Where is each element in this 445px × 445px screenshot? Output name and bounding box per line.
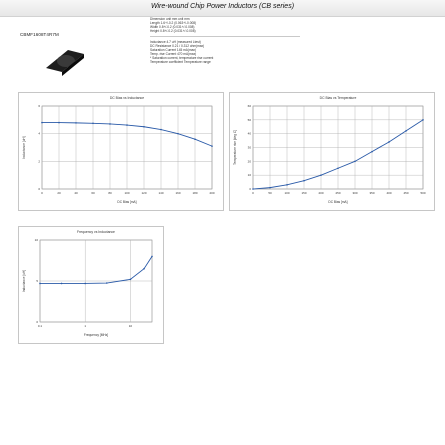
x-tick-label: 500	[420, 191, 426, 195]
chart-dc-bias-temperature	[229, 92, 433, 209]
electrical-spec-table	[150, 40, 320, 64]
x-tick-label: 200	[318, 191, 324, 195]
data-point	[177, 133, 179, 135]
x-tick-label: 50	[268, 191, 272, 195]
spec-row: * Saturation current, temperature rise current	[150, 56, 214, 60]
x-tick-label: 120	[141, 191, 147, 195]
dimension-row: Length 1.6+/-0.2 (0.063+/-0.008)	[150, 21, 197, 25]
x-axis-label: DC Bias [mA]	[328, 200, 348, 204]
data-point	[130, 279, 132, 281]
part-number: CBMF1608T4R7M	[20, 32, 59, 37]
spec-row: DC Resistance 0.21 / 0.312 ohm(max)	[150, 44, 205, 48]
x-tick-label: 40	[74, 191, 78, 195]
x-tick-label: 10	[128, 324, 133, 328]
inductor-image	[42, 46, 88, 76]
data-point	[194, 138, 196, 140]
x-tick-label: 1	[84, 324, 87, 328]
y-tick-label: 0	[36, 320, 38, 324]
y-tick-label: 30	[247, 145, 251, 150]
x-tick-label: 140	[158, 191, 164, 195]
x-axis-label: Frequency [MHz]	[83, 333, 109, 337]
spec-divider	[150, 36, 300, 37]
x-tick-label: 0.1	[37, 324, 43, 328]
chart-title: Frequency vs Inductance	[77, 230, 115, 234]
data-point	[320, 174, 322, 176]
data-point	[143, 268, 145, 270]
y-axis-label: Inductance [uH]	[22, 269, 26, 293]
y-tick-label: 0	[249, 187, 251, 191]
data-point	[160, 129, 162, 131]
y-tick-label: 50	[247, 117, 251, 122]
data-point	[286, 184, 288, 186]
x-tick-label: 200	[209, 191, 215, 195]
x-tick-label: 60	[91, 191, 95, 195]
data-point	[109, 123, 111, 125]
spec-row: Saturation Current 145 mA(max)	[150, 48, 197, 52]
y-tick-label: 2	[38, 159, 40, 164]
data-point	[84, 283, 86, 285]
data-point	[41, 122, 43, 124]
x-tick-label: 80	[108, 191, 112, 195]
data-point	[405, 130, 407, 132]
chart-title: DC Bias vs Inductance	[109, 96, 145, 100]
data-point	[303, 180, 305, 182]
data-point	[354, 161, 356, 163]
dimension-table	[150, 17, 310, 33]
data-point	[75, 122, 77, 124]
y-tick-label: 20	[247, 159, 251, 164]
data-point	[252, 188, 254, 190]
x-tick-label: 100	[124, 191, 130, 195]
data-point	[143, 126, 145, 128]
x-tick-label: 150	[301, 191, 307, 195]
y-tick-label: 10	[34, 238, 38, 242]
y-tick-label: 4	[38, 131, 40, 136]
y-tick-label: 10	[247, 173, 251, 178]
spec-row: Temp. rise Current 470 mA(max)	[150, 52, 197, 56]
x-tick-label: 160	[175, 191, 181, 195]
x-tick-label: 100	[284, 191, 290, 195]
x-tick-label: 450	[403, 191, 409, 195]
dimension-row: Width 0.8+/-0.2 (0.031+/-0.008)	[150, 25, 195, 29]
data-point	[61, 283, 63, 285]
data-point	[337, 167, 339, 169]
y-tick-label: 6	[38, 104, 40, 108]
data-point	[92, 122, 94, 124]
data-point	[151, 256, 153, 258]
y-tick-label: 5	[36, 279, 38, 283]
spec-row: Inductance 4.7 uH (measured Ltest)	[150, 40, 201, 44]
series-line	[40, 256, 152, 283]
y-axis-label: Inductance [uH]	[22, 136, 26, 159]
data-point	[39, 283, 41, 285]
page-title: Wire-wound Chip Power Inductors (CB series)	[150, 3, 295, 10]
data-point	[269, 187, 271, 189]
data-point	[58, 122, 60, 124]
data-point	[371, 151, 373, 153]
x-tick-label: 180	[192, 191, 198, 195]
chart-dc-bias-inductance	[18, 92, 222, 209]
dimension-row: Height 0.8+/-0.2 (0.031+/-0.008)	[150, 29, 196, 33]
x-axis-label: DC Bias [mA]	[117, 200, 137, 204]
data-point	[126, 124, 128, 126]
spec-row: Temperature coefficient Temperature range	[150, 60, 211, 64]
x-tick-label: 250	[335, 191, 341, 195]
dimension-row: Dimension unit mm unit mm	[150, 17, 190, 21]
x-tick-label: 350	[369, 191, 375, 195]
data-point	[422, 119, 424, 121]
data-point	[388, 141, 390, 143]
x-tick-label: 400	[386, 191, 392, 195]
x-tick-label: 20	[57, 191, 61, 195]
y-tick-label: 40	[247, 131, 251, 136]
x-tick-label: 0	[41, 191, 43, 195]
x-tick-label: 300	[352, 191, 358, 195]
y-axis-label: Temperature rise [deg C]	[233, 129, 237, 166]
chart-frequency-inductance	[18, 226, 162, 342]
data-point	[211, 145, 213, 147]
x-tick-label: 0	[252, 191, 254, 195]
data-point	[106, 282, 108, 284]
y-tick-label: 0	[38, 187, 40, 191]
y-tick-label: 60	[247, 104, 251, 108]
chart-title: DC Bias vs Temperature	[319, 96, 357, 100]
